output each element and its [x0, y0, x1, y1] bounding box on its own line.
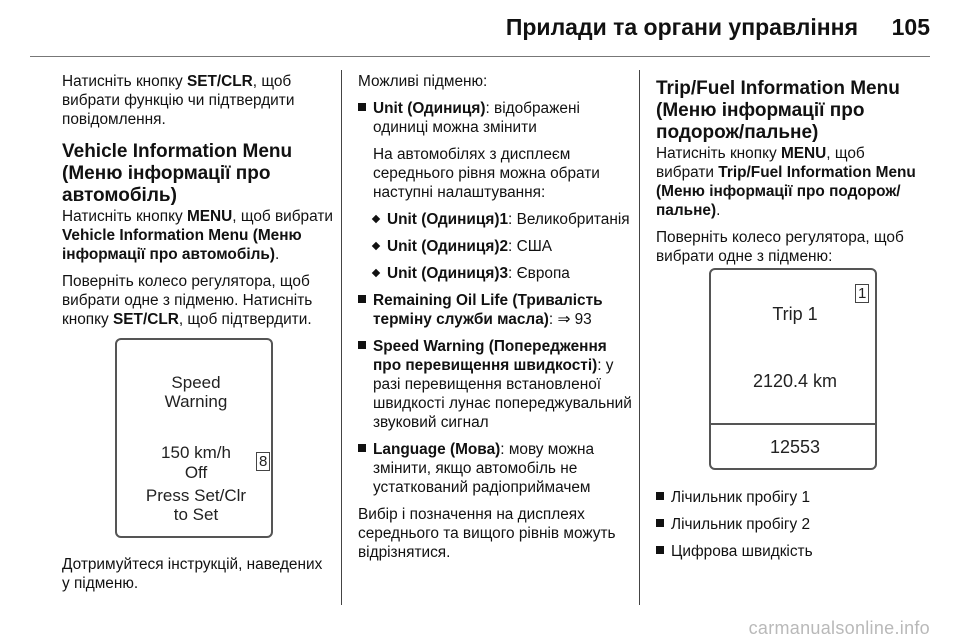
bullet-icon: [656, 546, 664, 554]
page-reference-icon: ⇒: [557, 311, 575, 328]
display-text: Trip 1: [772, 304, 818, 324]
paragraph: Можливі підменю:: [358, 73, 488, 90]
list-item: Цифрова швидкість: [656, 542, 926, 561]
display-text: Speed: [171, 373, 221, 392]
trip-display: [709, 268, 877, 470]
display-text: Off: [184, 463, 208, 482]
list-item: Speed Warning (Попередження про перевищення швидкості): у разі перевищення встановленої швидкості лунає попереджувальний звуковий сигнал: [358, 337, 633, 432]
item-number-badge: 1: [855, 284, 869, 303]
bullet-icon: [358, 444, 366, 452]
paragraph: Натисніть кнопку SET/CLR, щоб вибрати функцію чи підтвердити повідомлення.: [62, 73, 295, 128]
column-1-footer: [62, 555, 334, 601]
speed-warning-display: [115, 338, 273, 538]
display-text: to Set: [173, 505, 219, 524]
page-header: [0, 0, 960, 56]
bullet-icon: [358, 103, 366, 111]
bullet-icon: [656, 492, 664, 500]
bullet-icon: [372, 269, 380, 277]
display-text: 12553: [769, 437, 821, 457]
bullet-icon: [372, 242, 380, 250]
section-heading: Vehicle Information Menu (Меню інформації про автомобіль): [62, 141, 293, 206]
paragraph: Дотримуйтеся інструкцій, наведених у підменю.: [62, 556, 323, 592]
display-text: 2120.4 km: [752, 371, 838, 391]
column-divider-1: [341, 70, 342, 605]
paragraph: Поверніть колесо регулятора, щоб вибрати одне з підменю. Натисніть кнопку SET/CLR, щоб підтвердити.: [62, 273, 313, 328]
column-3: [656, 78, 926, 274]
bullet-icon: [358, 341, 366, 349]
display-text: Warning: [164, 392, 228, 411]
list-item: Unit (Одиниця): відображені одиниці можна змінити: [358, 99, 633, 137]
paragraph: Вибір і позначення на дисплеях середнього та вищого рівнів можуть відрізнятися.: [358, 506, 616, 561]
bullet-icon: [358, 295, 366, 303]
column-1: [62, 72, 334, 337]
header-divider: [30, 56, 930, 57]
bullet-icon: [372, 215, 380, 223]
page-title: Прилади та органи управління: [505, 14, 858, 40]
list-item-description: На автомобілях з дисплеєм середнього рівня можна обрати наступні налаштування:: [373, 146, 600, 201]
column-2: [358, 72, 633, 570]
sub-list-item: Unit (Одиниця)2: США: [358, 237, 633, 256]
display-divider: [711, 423, 875, 425]
sub-list-item: Unit (Одиниця)3: Європа: [358, 264, 633, 283]
display-text: 150 km/h: [161, 443, 231, 462]
section-heading: Trip/Fuel Information Menu (Меню інформації про подорож/пальне): [656, 78, 900, 143]
display-text: Press Set/Clr: [145, 486, 247, 505]
list-item: Language (Мова): мову можна змінити, якщо автомобіль не устаткований радіоприймачем: [358, 440, 633, 497]
paragraph: Поверніть колесо регулятора, щоб вибрати одне з підменю:: [656, 229, 904, 265]
column-divider-2: [639, 70, 640, 605]
column-3-list: [656, 488, 926, 569]
sub-list-item: Unit (Одиниця)1: Великобританія: [358, 210, 633, 229]
list-item: Лічильник пробігу 1: [656, 488, 926, 507]
list-item: Remaining Oil Life (Тривалість терміну служби масла): ⇒ 93: [358, 291, 633, 329]
list-item: Лічильник пробігу 2: [656, 515, 926, 534]
paragraph: Натисніть кнопку MENU, щоб вибрати Trip/Fuel Information Menu (Меню інформації про подорож/пальне).: [656, 145, 916, 219]
item-number-badge: 8: [256, 452, 270, 471]
bullet-icon: [656, 519, 664, 527]
page-number: 105: [891, 14, 930, 40]
paragraph: Натисніть кнопку MENU, щоб вибрати Vehicle Information Menu (Меню інформації про автомобіль).: [62, 208, 333, 263]
watermark[interactable]: carmanualsonline.info: [748, 618, 930, 638]
